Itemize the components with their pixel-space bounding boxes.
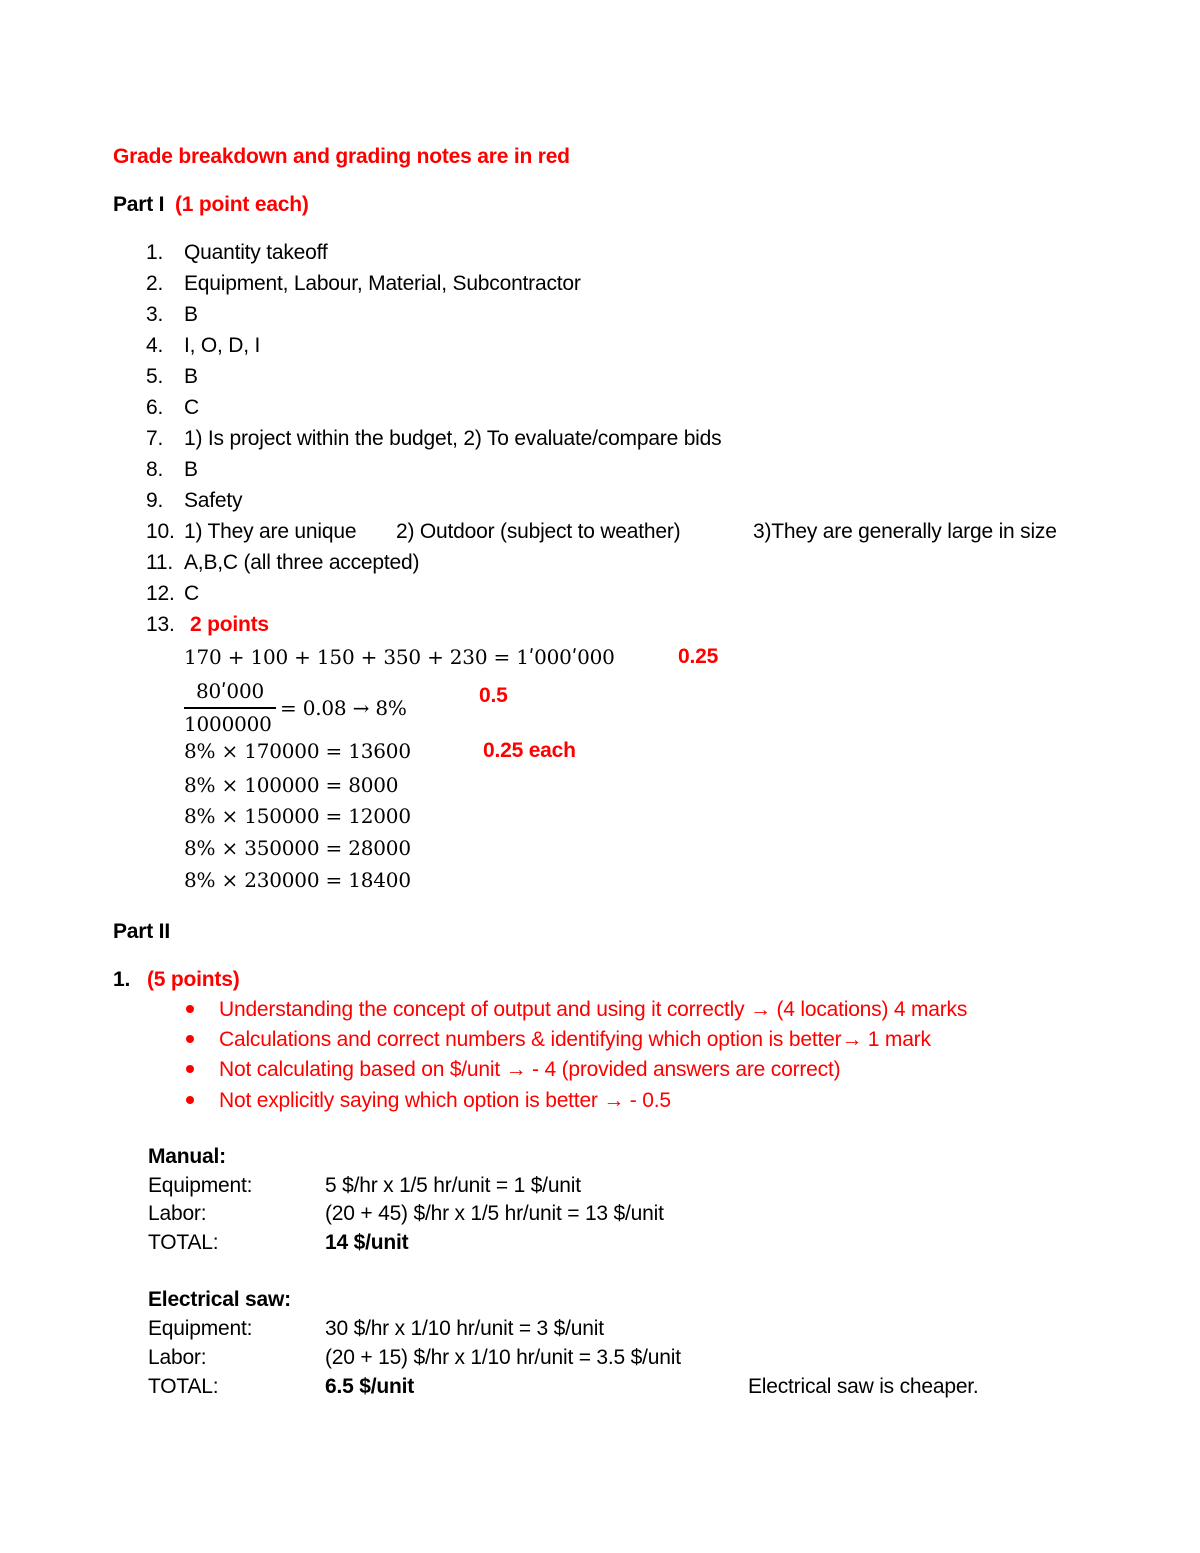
sum-equation-points: 0.25 bbox=[678, 645, 719, 668]
q1-points: (5 points) bbox=[147, 968, 240, 991]
fraction-denominator: 1000000 bbox=[184, 712, 272, 736]
q13-points: 2 points bbox=[190, 613, 269, 636]
percent-equation: 8% × 170000 = 13600 bbox=[184, 739, 411, 763]
list-item-number: 8. bbox=[146, 458, 164, 481]
part2-title: Part II bbox=[113, 920, 170, 943]
cost-row-label: TOTAL: bbox=[148, 1231, 219, 1254]
percent-equation: 8% × 230000 = 18400 bbox=[184, 868, 411, 892]
list-item-answer: C bbox=[184, 396, 199, 419]
cost-row-value: 30 $/hr x 1/10 hr/unit = 3 $/unit bbox=[325, 1317, 604, 1340]
list-item-answer: Quantity takeoff bbox=[184, 241, 328, 264]
conclusion-text: Electrical saw is cheaper. bbox=[748, 1375, 979, 1398]
list-item-number: 3. bbox=[146, 303, 164, 326]
list-item-answer: Safety bbox=[184, 489, 243, 512]
part1-points: (1 point each) bbox=[175, 193, 309, 216]
list-item-number: 6. bbox=[146, 396, 164, 419]
bullet-icon bbox=[186, 1096, 194, 1104]
list-item-number: 12. bbox=[146, 582, 175, 605]
bullet-icon bbox=[186, 1005, 194, 1013]
list-item-answer: 1) Is project within the budget, 2) To evaluate/compare bids bbox=[184, 427, 722, 450]
cost-row-label: TOTAL: bbox=[148, 1375, 219, 1398]
list-item-number: 5. bbox=[146, 365, 164, 388]
percent-equation-points: 0.25 each bbox=[483, 739, 576, 762]
percent-equation: 8% × 100000 = 8000 bbox=[184, 773, 399, 797]
list-item-answer: 1) They are unique bbox=[184, 520, 357, 543]
list-item-answer-part2: 2) Outdoor (subject to weather) bbox=[396, 520, 681, 543]
list-item-number: 1. bbox=[146, 241, 164, 264]
fraction-numerator: 80ʹ000 bbox=[196, 679, 264, 703]
cost-row-value: (20 + 45) $/hr x 1/5 hr/unit = 13 $/unit bbox=[325, 1202, 664, 1225]
list-item-number: 10. bbox=[146, 520, 175, 543]
manual-title: Manual: bbox=[148, 1145, 226, 1168]
cost-row-label: Equipment: bbox=[148, 1317, 253, 1340]
list-item-answer-part3: 3)They are generally large in size bbox=[753, 520, 1057, 543]
list-item-answer: Equipment, Labour, Material, Subcontractor bbox=[184, 272, 581, 295]
grading-criterion: Not calculating based on $/unit → - 4 (provided answers are correct) bbox=[219, 1058, 841, 1081]
saw-title: Electrical saw: bbox=[148, 1288, 291, 1311]
cost-total-value: 14 $/unit bbox=[325, 1231, 409, 1254]
percent-equation: 8% × 150000 = 12000 bbox=[184, 804, 411, 828]
sum-equation: 170 + 100 + 150 + 350 + 230 = 1ʹ000ʹ000 bbox=[184, 645, 615, 669]
list-item-number: 9. bbox=[146, 489, 164, 512]
cost-row-value: 5 $/hr x 1/5 hr/unit = 1 $/unit bbox=[325, 1174, 581, 1197]
list-item-answer: I, O, D, I bbox=[184, 334, 261, 357]
list-item-number: 7. bbox=[146, 427, 164, 450]
grading-note-heading: Grade breakdown and grading notes are in red bbox=[113, 145, 570, 168]
bullet-icon bbox=[186, 1065, 194, 1073]
grading-criterion: Not explicitly saying which option is better → - 0.5 bbox=[219, 1089, 671, 1112]
cost-row-value: (20 + 15) $/hr x 1/10 hr/unit = 3.5 $/unit bbox=[325, 1346, 681, 1369]
fraction-bar bbox=[184, 707, 276, 709]
list-item-number: 13. bbox=[146, 613, 175, 636]
fraction-points: 0.5 bbox=[479, 684, 508, 707]
list-item-number: 2. bbox=[146, 272, 164, 295]
grading-criterion: Understanding the concept of output and using it correctly → (4 locations) 4 marks bbox=[219, 998, 968, 1021]
cost-total-value: 6.5 $/unit bbox=[325, 1375, 415, 1398]
list-item-answer: B bbox=[184, 458, 198, 481]
cost-row-label: Equipment: bbox=[148, 1174, 253, 1197]
cost-row-label: Labor: bbox=[148, 1202, 207, 1225]
list-item-number: 4. bbox=[146, 334, 164, 357]
list-item-answer: C bbox=[184, 582, 199, 605]
fraction-result: = 0.08 → 8% bbox=[280, 696, 407, 720]
list-item-answer: B bbox=[184, 365, 198, 388]
part1-title: Part I bbox=[113, 193, 165, 216]
cost-row-label: Labor: bbox=[148, 1346, 207, 1369]
list-item-number: 11. bbox=[146, 551, 174, 574]
percent-equation: 8% × 350000 = 28000 bbox=[184, 836, 411, 860]
list-item-answer: B bbox=[184, 303, 198, 326]
q1-number: 1. bbox=[113, 968, 131, 991]
grading-criterion: Calculations and correct numbers & identifying which option is better→ 1 mark bbox=[219, 1028, 931, 1051]
list-item-answer: A,B,C (all three accepted) bbox=[184, 551, 420, 574]
bullet-icon bbox=[186, 1035, 194, 1043]
